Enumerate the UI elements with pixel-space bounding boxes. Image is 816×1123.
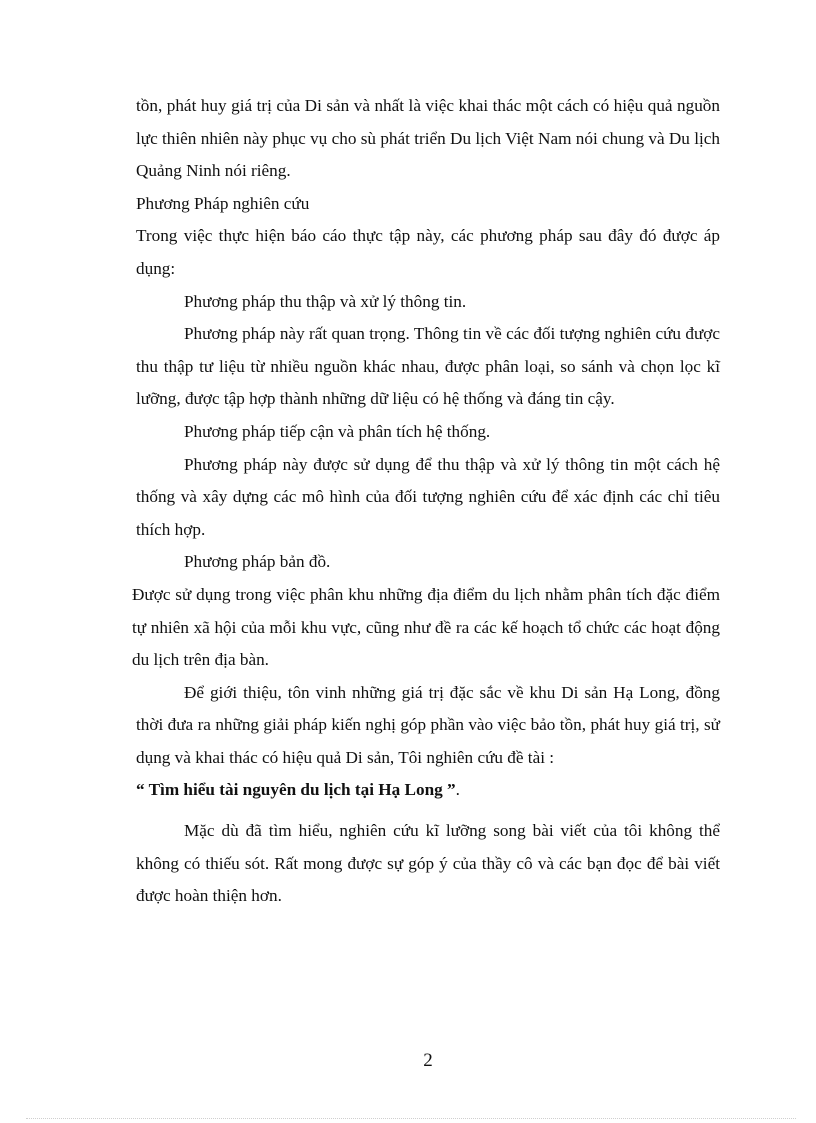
- method-2-title: Phương pháp tiếp cận và phân tích hệ thống.: [184, 421, 491, 441]
- paragraph-methods-intro: Trong việc thực hiện báo cáo thực tập này, các phương pháp sau đây đó được áp dụng:: [136, 226, 720, 278]
- topic-title: “ Tìm hiểu tài nguyên du lịch tại Hạ Long ”: [136, 780, 456, 800]
- footer-divider: [26, 1118, 796, 1119]
- topic-end: .: [455, 780, 460, 800]
- paragraph-closing: Mặc dù đã tìm hiểu, nghiên cứu kĩ lưỡng song bài viết của tôi không thể không có thiếu sót. Rất mong được sự góp ý của thầy cô và các bạn đọc để bài viết được hoàn thiện hơn.: [136, 821, 720, 906]
- method-2-description: Phương pháp này được sử dụng để thu thập và xử lý thông tin một cách hệ thống và xây dựng các mô hình của đối tượng nghiên cứu để xác định các chỉ tiêu thích hợp.: [136, 454, 720, 539]
- body-text: [132, 90, 720, 913]
- method-1-description: Phương pháp này rất quan trọng. Thông tin về các đối tượng nghiên cứu được thu thập tư liệu từ nhiều nguồn khác nhau, được phân loại, so sánh và chọn lọc kĩ lưỡng, được tập hợp thành những dữ liệu có hệ thống và đáng tin cậy.: [136, 324, 720, 409]
- method-1-title: Phương pháp thu thập và xử lý thông tin.: [184, 291, 467, 311]
- paragraph-intro-continued: tồn, phát huy giá trị của Di sản và nhất là việc khai thác một cách có hiệu quả nguồn lực thiên nhiên này phục vụ cho sù phát triển Du lịch Việt Nam nói chung và Du lịch Quảng Ninh nói riêng.: [136, 96, 720, 181]
- page-number: 2: [423, 1050, 433, 1071]
- method-3-title: Phương pháp bản đồ.: [184, 552, 331, 572]
- topic-line: [136, 774, 720, 807]
- paragraph-purpose: Để giới thiệu, tôn vinh những giá trị đặc sắc về khu Di sản Hạ Long, đồng thời đưa ra những giải pháp kiến nghị góp phần vào việc bảo tồn, phát huy giá trị, sử dụng và khai thác có hiệu quả Di sản, Tôi nghiên cứu đề tài :: [136, 682, 720, 767]
- method-3-description: Được sử dụng trong việc phân khu những địa điểm du lịch nhằm phân tích đặc điểm tự nhiên xã hội của mỗi khu vực, cũng như đề ra các kế hoạch tổ chức các hoạt động du lịch trên địa bàn.: [132, 584, 720, 670]
- section-heading-methods: Phương Pháp nghiên cứu: [136, 193, 310, 213]
